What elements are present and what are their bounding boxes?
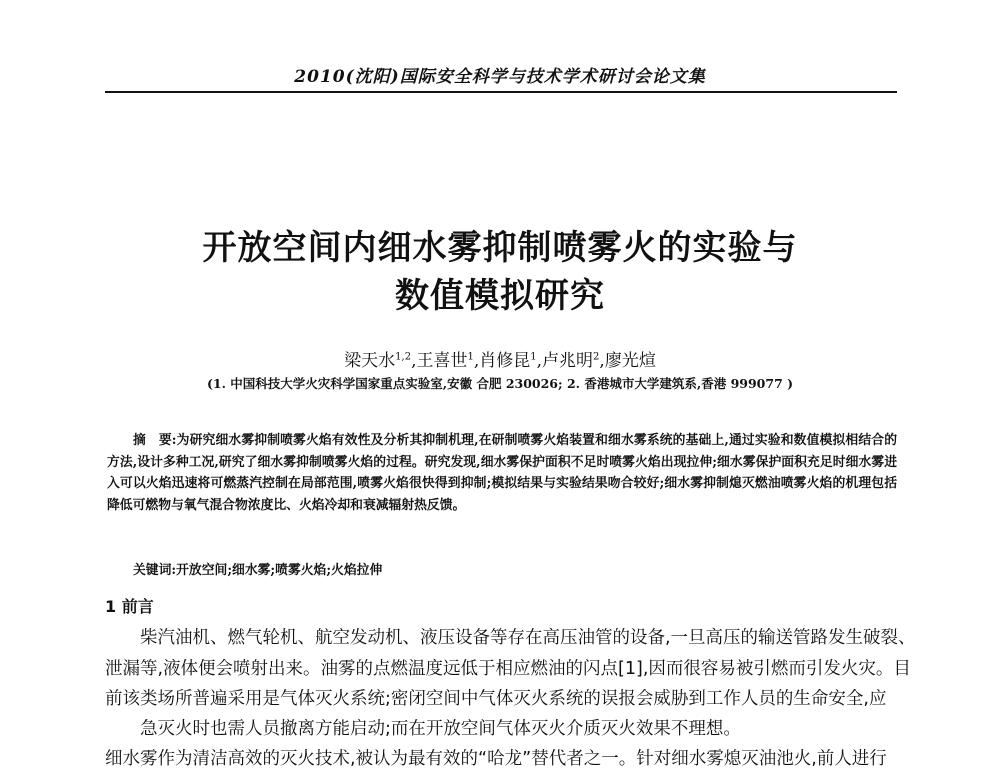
abstract: [107, 430, 897, 516]
body-line: 细水雾作为清洁高效的灭火技术,被认为最有效的“哈龙”替代者之一。针对细水雾熄灭油池火,前人进行: [105, 749, 887, 769]
affiliations: (1. 中国科技大学火灾科学国家重点实验室,安徽 合肥 230026; 2. 香港城市大学建筑系,香港 999077 ): [206, 376, 794, 391]
body-line: 急灭火时也需人员撤离方能启动;而在开放空间气体灭火介质灭火效果不理想。: [140, 719, 741, 739]
author-affiliation-mark: 1,2: [395, 351, 412, 363]
paper-title-line1: 开放空间内细水雾抑制喷雾火的实验与: [202, 228, 798, 268]
section-heading: 1 前言: [105, 597, 154, 616]
keywords-label: 关键词:: [133, 563, 177, 578]
abstract-label: 摘 要:: [133, 433, 177, 448]
body-line: 前该类场所普遍采用是气体灭火系统;密闭空间中气体灭火系统的误报会威胁到工作人员的生命安全,应: [105, 689, 887, 709]
author-affiliation-mark: 2: [593, 351, 600, 363]
body-line: 柴汽油机、燃气轮机、航空发动机、液压设备等存在高压油管的设备,一旦高压的输送管路发生破裂、: [140, 628, 916, 648]
author-name: 梁天水: [344, 351, 396, 371]
abstract-text: 为研究细水雾抑制喷雾火焰有效性及分析其抑制机理,在研制喷雾火焰装置和细水雾系统的基础上,通过实验和数值模拟相结合的方法,设计多种工况,研究了细水雾抑制喷雾火焰的过程。研究发现,细水雾保护面积不足时喷雾火焰出现拉伸;细水雾保护面积充足时细水雾进入可以火焰迅速将可燃蒸汽控制在局部范围,喷雾火焰很快得到抑制;模拟结果与实验结果吻合较好;细水雾抑制熄灭燃油喷雾火焰的机理包括降低可燃物与氧气混合物浓度比、火焰冷却和衰减辐射热反馈。: [107, 433, 897, 513]
author-affiliation-mark: 1: [530, 351, 537, 363]
author-affiliation-mark: 1: [467, 351, 474, 363]
keywords-text: 开放空间;细水雾;喷雾火焰;火焰拉伸: [176, 563, 383, 578]
author-list: 梁天水$^{1,2}$,王喜世$^1$,肖修昆$^1$,卢兆明$^2$,廖光煊: [344, 351, 656, 371]
paper-title-line2: 数值模拟研究: [395, 276, 605, 316]
keywords: [133, 559, 382, 578]
author-name: 卢兆明: [542, 351, 594, 371]
author-name: 廖光煊: [604, 351, 656, 371]
running-header: 2010(沈阳)国际安全科学与技术学术研讨会论文集: [294, 67, 706, 87]
author-name: 王喜世: [416, 351, 468, 371]
header-rule: [105, 91, 897, 93]
body-line: 泄漏等,液体便会喷射出来。油雾的点燃温度远低于相应燃油的闪点[1],因而很容易被引燃而引发火灾。目: [105, 659, 911, 679]
author-name: 肖修昆: [479, 351, 531, 371]
